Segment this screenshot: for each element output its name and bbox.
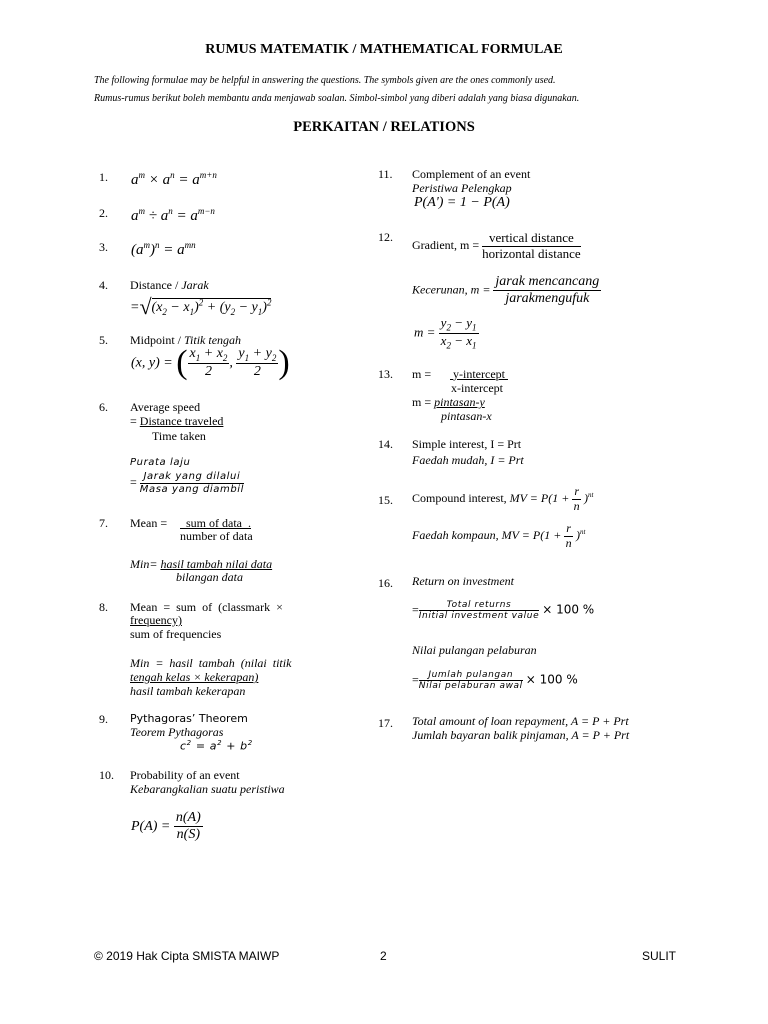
formula-intercept-ms: m = pintasan-y (412, 395, 485, 409)
formula-number: 17. (378, 716, 393, 730)
formula-number: 15. (378, 493, 393, 507)
formula-number: 2. (99, 206, 108, 220)
formula-number: 9. (99, 712, 108, 726)
formula-gradient-points: m = $\frac{y_2 - y_1}{x_2 - x_1}$ (414, 315, 477, 351)
formula-number: 7. (99, 516, 108, 530)
formula-index-divide: $a^m \div a^n = a^{m-n}$ (131, 206, 215, 224)
formula-probability: P(A) = $\frac{n(A)}{n(S)}$ (131, 810, 201, 843)
footer-copyright: © 2019 Hak Cipta SMISTA MAIWP (94, 949, 280, 963)
formula-number: 11. (378, 167, 393, 181)
formula-loan-repayment: Total amount of loan repayment, A = P + Prt (412, 714, 629, 728)
formula-pythagoras: $c^2 = a^2 + b^2$ (180, 739, 253, 753)
formula-min-ms-denominator: bilangan data (176, 570, 244, 584)
formula-speed-denominator: Time taken (152, 429, 206, 443)
formula-intercept-numerator: y-intercept (453, 367, 505, 381)
formula-complement-ms: Peristiwa Pelengkap (412, 181, 512, 195)
formula-loan-repayment-ms: Jumlah bayaran balik pinjaman, A = P + Prt (412, 728, 630, 742)
formula-distance-label: Distance / Jarak (130, 278, 209, 292)
footer-status: SULIT (642, 949, 677, 963)
formula-number: 6. (99, 400, 108, 414)
formula-roi: = $\frac{\text{Total returns}}{\text{Initial investment value}}$ × 100 % (412, 600, 595, 622)
intro-english: The following formulae may be helpful in answering the questions. The symbols given are the ones commonly used. (94, 75, 556, 86)
formula-roi-label: Return on investment (412, 574, 514, 588)
formula-number: 12. (378, 230, 393, 244)
intro-malay: Rumus-rumus berikut boleh membantu anda menjawab soalan. Simbol-simbol yang diberi adalah yang biasa digunakan. (94, 93, 580, 104)
formula-number: 5. (99, 333, 108, 347)
formula-distance: $=√(x_2 - x_1)^2 + (y_2 - y_1)^2$ (130, 294, 272, 319)
formula-index-power: $(a^m)^n = a^{mn}$ (131, 240, 196, 258)
formula-min-ms: Min= hasil tambah nilai data (130, 557, 273, 571)
formula-simple-interest-ms: Faedah mudah, I = Prt (412, 453, 524, 467)
formula-pythagoras-ms: Teorem Pythagoras (130, 725, 224, 739)
formula-number: 1. (99, 170, 108, 184)
page-title: RUMUS MATEMATIK / MATHEMATICAL FORMULAE (205, 42, 563, 57)
formula-compound-interest: Compound interest, MV = P(1 + $\frac{r}{n}$ )$^{nt}$ (412, 484, 594, 513)
formula-mean-grouped-line2: frequency) (130, 613, 182, 627)
formula-roi-ms-label: Nilai pulangan pelaburan (412, 643, 537, 657)
formula-pythagoras-label: Pythagoras’ Theorem (130, 712, 248, 725)
formula-complement: P(A') = 1 − P(A) (414, 195, 510, 210)
formula-number: 14. (378, 437, 393, 451)
formula-speed-ms: = $\frac{\text{Jarak yang dilalui}}{\text{Masa yang diambil}}$ (130, 471, 245, 495)
formula-speed-numerator: = Distance traveled (130, 414, 224, 428)
formula-min-grouped-line3: hasil tambah kekerapan (130, 684, 246, 698)
formula-mean-grouped-line1: Mean = sum of (classmark × (130, 600, 283, 614)
formula-mean-numerator: sum of data . (180, 516, 251, 530)
formula-simple-interest: Simple interest, I = Prt (412, 437, 522, 451)
section-heading: PERKAITAN / RELATIONS (293, 119, 475, 135)
formula-intercept-ms-denominator: pintasan-x (441, 409, 492, 423)
formula-speed-ms-label: Purata laju (130, 457, 191, 468)
formula-complement-label: Complement of an event (412, 167, 531, 181)
formula-number: 3. (99, 240, 108, 254)
footer-page-number: 2 (380, 949, 387, 963)
formula-gradient: Gradient, m = $\frac{\text{vertical distance}}{\text{horizontal distance}}$ (412, 230, 581, 261)
formula-number: 4. (99, 278, 108, 292)
formula-compound-interest-ms: Faedah kompaun, MV = P(1 + $\frac{r}{n}$ )$^{nt}$ (412, 521, 586, 550)
formula-number: 8. (99, 600, 108, 614)
formula-intercept-denominator: x-intercept (451, 381, 503, 395)
formula-number: 13. (378, 367, 393, 381)
formula-mean-grouped-line3: sum of frequencies (130, 627, 222, 641)
formula-roi-ms: = $\frac{\text{Jumlah pulangan}}{\text{Nilai pelaburan awal}}$ × 100 % (412, 670, 578, 692)
formula-midpoint: (x, y) = ( $\frac{x_1 + x_2}{2}$ , $\frac{y_1 + y_2}{2}$ ) (131, 344, 290, 382)
formula-speed-label: Average speed (130, 400, 201, 414)
formula-midpoint-label: Midpoint / Titik tengah (130, 333, 242, 347)
formula-min-grouped-line1: Min = hasil tambah (nilai titik (130, 656, 292, 670)
formula-number: 16. (378, 576, 393, 590)
formula-probability-ms: Kebarangkalian suatu peristiwa (130, 782, 285, 796)
formula-probability-label: Probability of an event (130, 768, 240, 782)
formula-index-multiply: $a^m \times a^n = a^{m+n}$ (131, 170, 217, 188)
formula-mean-denominator: number of data (180, 529, 253, 543)
formula-mean-label: Mean = (130, 516, 168, 530)
formula-intercept-m: m = (412, 367, 432, 381)
formula-min-grouped-line2: tengah kelas × kekerapan) (130, 670, 259, 684)
formula-gradient-ms: Kecerunan, m = $\frac{\text{jarak mencancang}}{\text{jarakmengufuk}}$ (412, 274, 600, 307)
formula-number: 10. (99, 768, 114, 782)
